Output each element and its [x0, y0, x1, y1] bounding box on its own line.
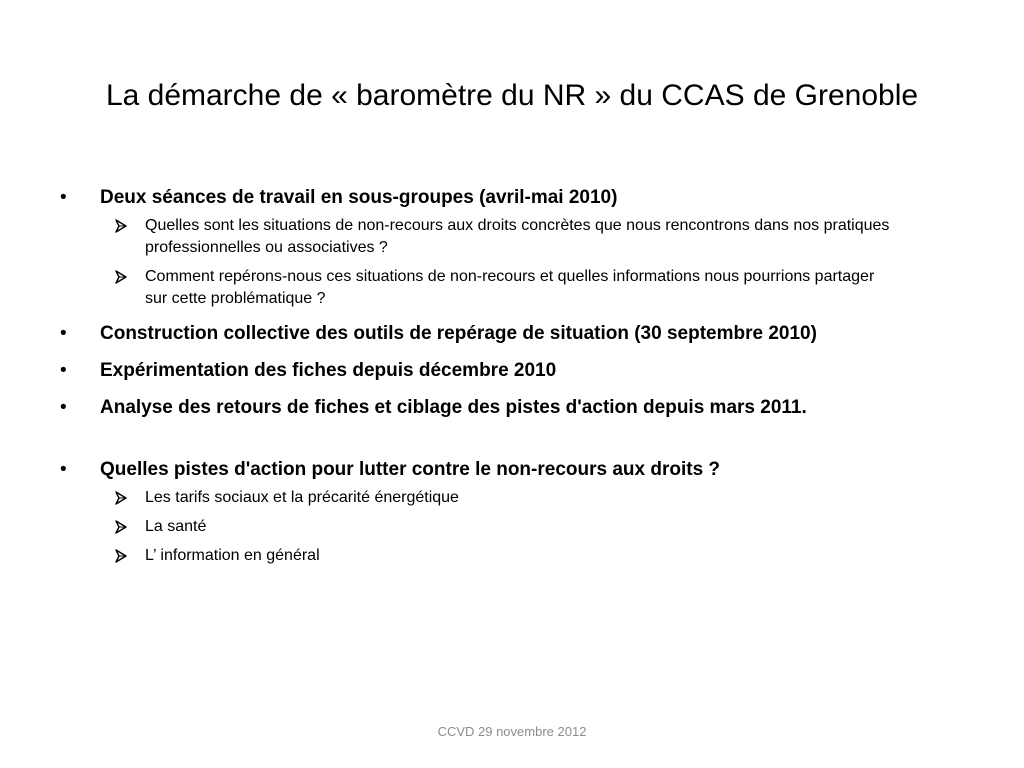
arrowhead-bullet-icon — [114, 219, 128, 233]
sub-item — [60, 545, 900, 567]
bullet-dot-icon: • — [60, 323, 67, 344]
sub-item — [60, 266, 900, 310]
bullet-item — [60, 185, 970, 211]
sub-list — [60, 487, 970, 567]
bullet-item — [60, 358, 970, 384]
bullet-item — [60, 457, 970, 483]
bullet-item — [60, 395, 970, 421]
arrowhead-bullet-icon — [114, 549, 128, 563]
sub-item-text: La santé — [145, 518, 207, 535]
bullet-dot-icon: • — [60, 397, 67, 418]
slide-footer: CCVD 29 novembre 2012 — [437, 724, 587, 739]
bullet-item — [60, 321, 970, 347]
sub-item-text: Les tarifs sociaux et la précarité énergétique — [145, 489, 459, 506]
sub-item — [60, 487, 900, 509]
sub-item — [60, 516, 900, 538]
bullet-text: Expérimentation des fiches depuis décembre 2010 — [100, 360, 557, 381]
bullet-text: Deux séances de travail en sous-groupes (avril-mai 2010) — [100, 187, 618, 208]
bullet-dot-icon: • — [60, 459, 67, 480]
sub-item-text: Comment repérons-nous ces situations de non-recours et quelles informations nous pourrions partager sur cette problématique ? — [145, 268, 875, 307]
slide-title: La démarche de « baromètre du NR » du CCAS de Grenoble — [105, 79, 919, 112]
bullet-text: Quelles pistes d'action pour lutter contre le non-recours aux droits ? — [100, 459, 721, 480]
bullet-dot-icon: • — [60, 360, 67, 381]
sub-item-text: L’ information en général — [145, 547, 320, 564]
slide-content — [60, 185, 970, 574]
arrowhead-bullet-icon — [114, 520, 128, 534]
arrowhead-bullet-icon — [114, 491, 128, 505]
sub-item — [60, 215, 900, 259]
sub-list — [60, 215, 970, 310]
bullet-text: Construction collective des outils de repérage de situation (30 septembre 2010) — [100, 323, 817, 344]
arrowhead-bullet-icon — [114, 270, 128, 284]
bullet-text: Analyse des retours de fiches et ciblage des pistes d'action depuis mars 2011. — [100, 397, 807, 418]
bullet-dot-icon: • — [60, 187, 67, 208]
sub-item-text: Quelles sont les situations de non-recours aux droits concrètes que nous rencontrons dans nos pratiques professionnelles ou associatives ? — [145, 217, 890, 256]
